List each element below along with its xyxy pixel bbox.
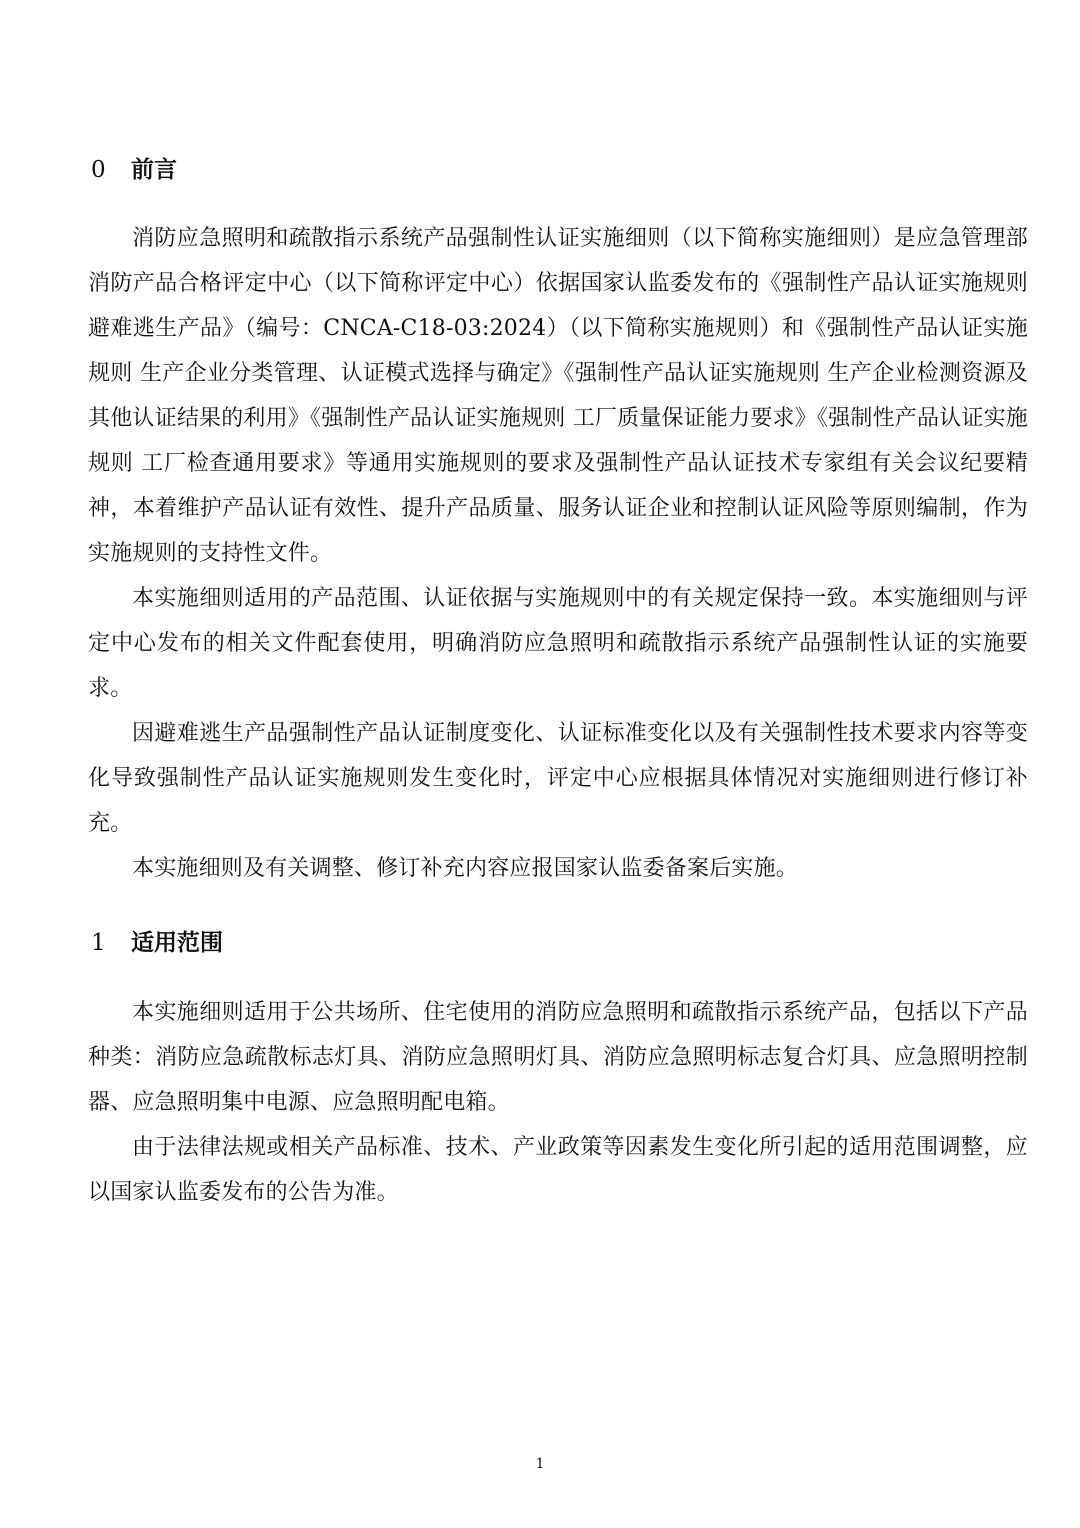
section-title: 适用范围 (131, 930, 223, 956)
paragraph: 消防应急照明和疏散指示系统产品强制性认证实施细则（以下简称实施细则）是应急管理部消防产品合格评定中心（以下简称评定中心）依据国家认监委发布的《强制性产品认证实施规则 避难逃生产品》（编号：CNCA-C18-03:2024）（以下简称实施规则）和《强制性产品认证实施规则 生产企业分类管理、认证模式选择与确定》《强制性产品认证实施规则 生产企业检测资源及其他认证结果的利用》《强制性产品认证实施规则 工厂质量保证能力要求》《强制性产品认证实施规则 工厂检查通用要求》等通用实施规则的要求及强制性产品认证技术专家组有关会议纪要精神，本着维护产品认证有效性、提升产品质量、服务认证企业和控制认证风险等原则编制，作为实施规则的支持性文件。 (88, 226, 1028, 566)
document-content (88, 148, 1028, 1215)
section-heading (88, 921, 1028, 965)
section-foreword (88, 148, 1028, 891)
section-number: 1 (91, 930, 106, 956)
paragraph: 本实施细则适用的产品范围、认证依据与实施规则中的有关规定保持一致。本实施细则与评定中心发布的相关文件配套使用，明确消防应急照明和疏散指示系统产品强制性认证的实施要求。 (88, 586, 1028, 701)
section-title: 前言 (131, 157, 177, 183)
section-heading (88, 148, 1028, 192)
page-number: 1 (535, 1456, 545, 1472)
paragraph: 因避难逃生产品强制性产品认证制度变化、认证标准变化以及有关强制性技术要求内容等变化导致强制性产品认证实施规则发生变化时，评定中心应根据具体情况对实施细则进行修订补充。 (88, 721, 1028, 836)
paragraph: 本实施细则适用于公共场所、住宅使用的消防应急照明和疏散指示系统产品，包括以下产品种类：消防应急疏散标志灯具、消防应急照明灯具、消防应急照明标志复合灯具、应急照明控制器、应急照明集中电源、应急照明配电箱。 (88, 1000, 1028, 1115)
section-scope (88, 921, 1028, 1215)
section-number: 0 (91, 157, 106, 183)
paragraph: 本实施细则及有关调整、修订补充内容应报国家认监委备案后实施。 (132, 856, 799, 881)
paragraph: 由于法律法规或相关产品标准、技术、产业政策等因素发生变化所引起的适用范围调整，应以国家认监委发布的公告为准。 (88, 1135, 1028, 1205)
